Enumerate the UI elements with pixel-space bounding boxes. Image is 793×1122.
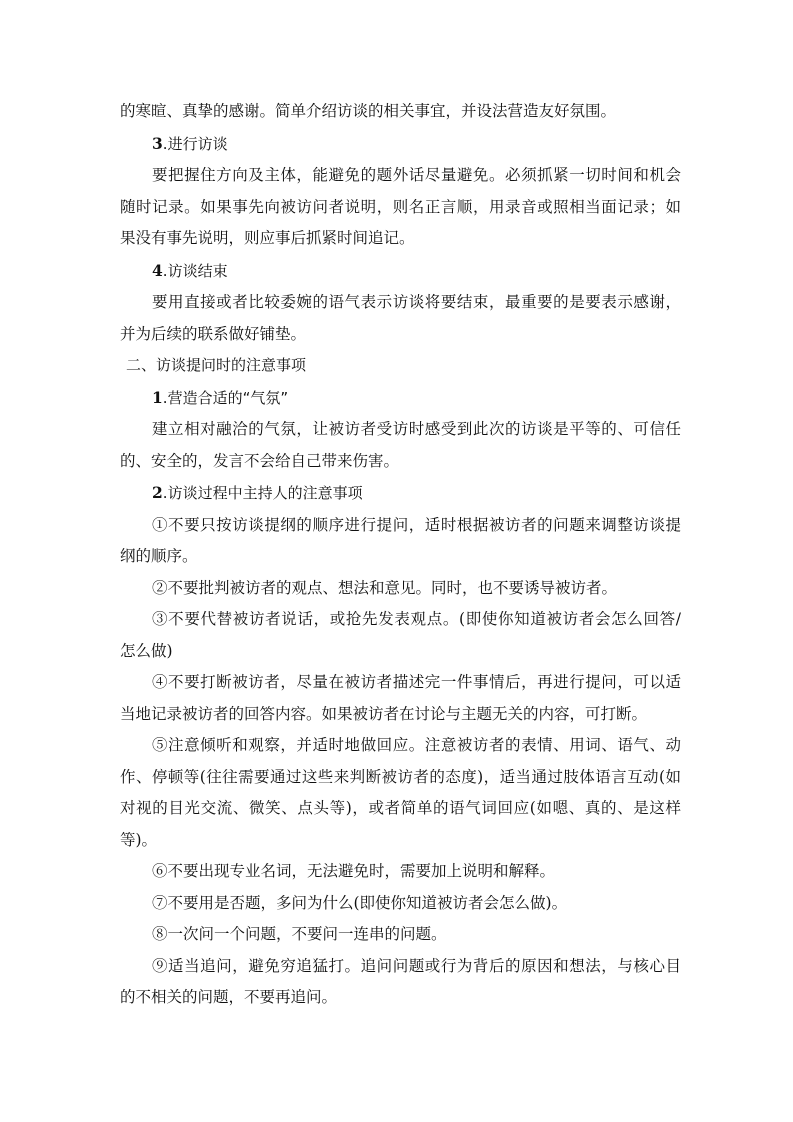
- text-line: 随时记录。如果事先向被访问者说明，则名正言顺，用录音或照相当面记录；如: [120, 197, 681, 216]
- text-line: ⑧一次问一个问题，不要问一连串的问题。: [152, 925, 447, 943]
- text-line: 建立相对融洽的气氛，让被访者受访时感受到此次的访谈是平等的、可信任: [152, 420, 681, 438]
- text-line: 作、停顿等(往往需要通过这些来判断被访者的态度)，适当通过肢体语言互动(如: [120, 767, 681, 786]
- intro-paragraph: [120, 96, 681, 128]
- list-item: [120, 510, 681, 573]
- list-item: [120, 951, 681, 1014]
- text-line: 的寒暄、真挚的感谢。简单介绍访谈的相关事宜，并设法营造友好氛围。: [120, 102, 617, 120]
- text-line: ⑦不要用是否题，多问为什么(即使你知道被访者会怎么做)。: [152, 893, 568, 912]
- subheading-number: 2: [152, 483, 163, 502]
- subheading-4: [120, 255, 681, 288]
- paragraph-interview: [120, 160, 681, 255]
- text-line: ⑤注意倾听和观察，并适时地做回应。注意被访者的表情、用词、语气、动: [152, 736, 681, 754]
- list-item: [120, 604, 681, 667]
- subheading-2: [120, 477, 681, 510]
- text-line: 果没有事先说明，则应事后抓紧时间追记。: [120, 229, 415, 247]
- subheading-text: .营造合适的“气氛”: [162, 388, 289, 407]
- subheading-text: .访谈结束: [162, 261, 228, 280]
- text-line: 并为后续的联系做好铺垫。: [120, 324, 307, 343]
- list-item: [120, 573, 681, 605]
- subheading-number: 1: [152, 387, 163, 407]
- text-line: 的不相关的问题，不要再追问。: [120, 988, 338, 1006]
- list-item: [120, 888, 681, 920]
- text-line: ⑨适当追问，避免穷追猛打。追问问题或行为背后的原因和想法，与核心目: [152, 956, 681, 975]
- subheading-number: 4: [152, 260, 163, 280]
- subheading-1: [120, 382, 681, 415]
- list-item: [120, 856, 681, 888]
- list-item: [120, 730, 681, 856]
- text-line: ③不要代替被访者说话，或抢先发表观点。(即使你知道被访者会怎么回答/: [152, 610, 681, 628]
- list-item: [120, 667, 681, 730]
- list-item: [120, 919, 681, 951]
- subheading-text: .访谈过程中主持人的注意事项: [162, 484, 363, 502]
- text-line: ⑥不要出现专业名词，无法避免时，需要加上说明和解释。: [152, 862, 556, 880]
- text-line: 纲的顺序。: [120, 547, 198, 565]
- paragraph-ending: [120, 287, 681, 350]
- text-line: 要用直接或者比较委婉的语气表示访谈将要结束，最重要的是要表示感谢，: [152, 293, 681, 311]
- text-line: 怎么做): [120, 641, 173, 660]
- subheading-3: [120, 128, 681, 161]
- text-line: ④不要打断被访者，尽量在被访者描述完一件事情后，再进行提问，可以适: [152, 673, 681, 691]
- subheading-number: 3: [152, 133, 163, 153]
- text-line: ②不要批判被访者的观点、想法和意见。同时，也不要诱导被访者。: [152, 578, 618, 597]
- text-line: 当地记录被访者的回答内容。如果被访者在讨论与主题无关的内容，可打断。: [120, 704, 648, 723]
- subheading-text: .进行访谈: [162, 134, 228, 153]
- text-line: 等)。: [120, 830, 158, 849]
- section-heading: 二、访谈提问时的注意事项: [126, 356, 307, 374]
- text-line: ①不要只按访谈提纲的顺序进行提问，适时根据被访者的问题来调整访谈提: [152, 515, 681, 534]
- text-line: 的、安全的，发言不会给自己带来伤害。: [120, 451, 400, 470]
- text-line: 要把握住方向及主体，能避免的题外话尽量避免。必须抓紧一切时间和机会: [152, 166, 681, 184]
- text-line: 对视的目光交流、微笑、点头等)，或者简单的语气词回应(如嗯、真的、是这样: [120, 799, 681, 817]
- paragraph-atmosphere: [120, 414, 681, 477]
